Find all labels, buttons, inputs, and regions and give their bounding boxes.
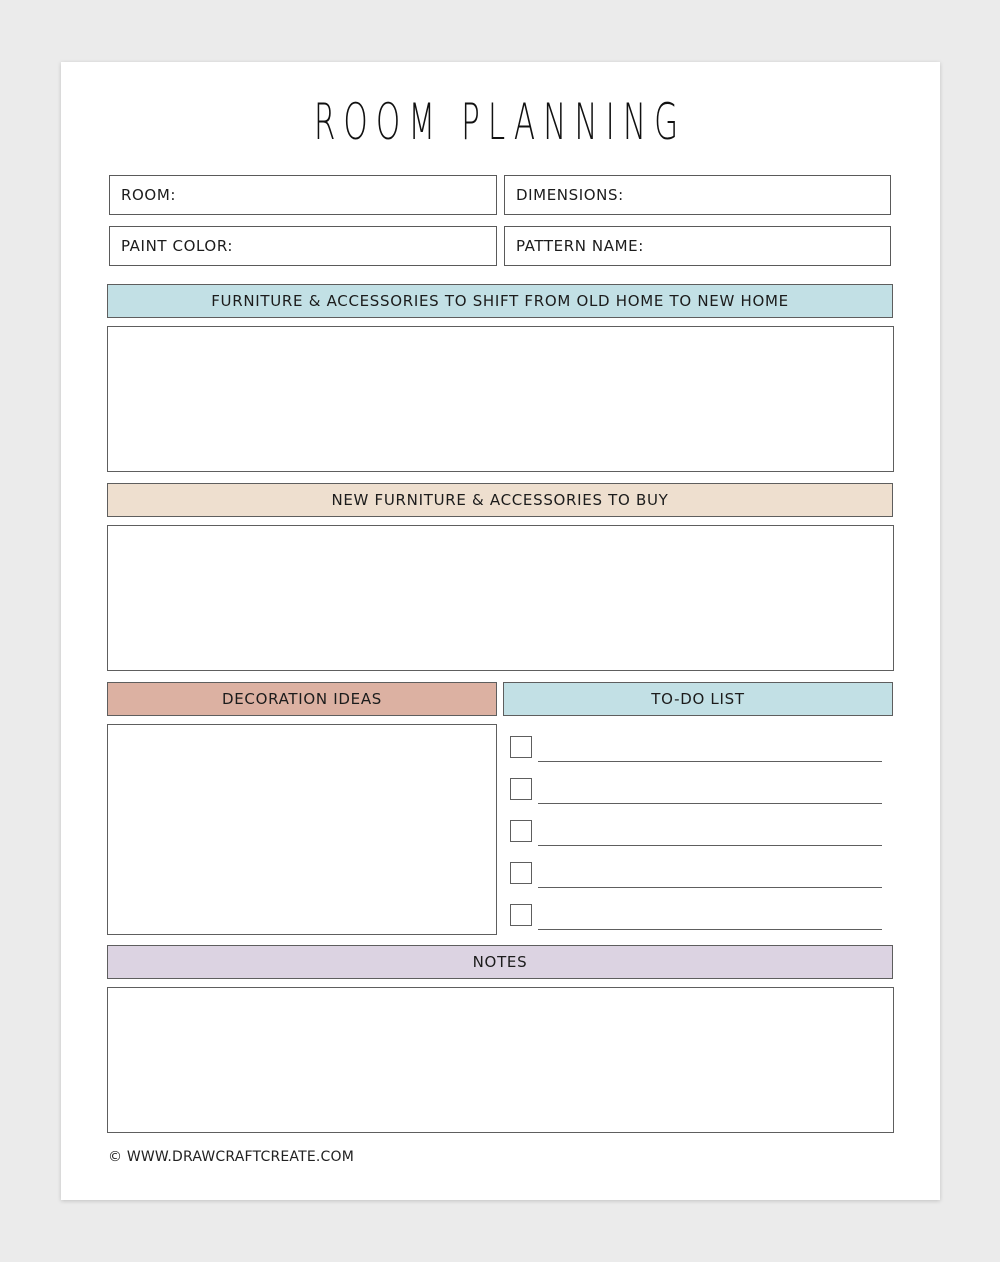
- dimensions-field[interactable]: [504, 175, 891, 215]
- todo-item: [510, 736, 882, 760]
- todo-item: [510, 904, 882, 928]
- todo-checkbox[interactable]: [510, 820, 532, 842]
- buy-section-title: NEW FURNITURE & ACCESSORIES TO BUY: [331, 491, 669, 509]
- todo-item: [510, 778, 882, 802]
- shift-section-header: [107, 284, 893, 318]
- todo-write-line[interactable]: [538, 761, 882, 762]
- paint-color-field[interactable]: [109, 226, 497, 266]
- pattern-name-label: PATTERN NAME:: [516, 237, 644, 255]
- todo-section-title: TO-DO LIST: [651, 690, 745, 708]
- todo-item: [510, 820, 882, 844]
- todo-checkbox[interactable]: [510, 904, 532, 926]
- dimensions-label: DIMENSIONS:: [516, 186, 624, 204]
- todo-section-header: [503, 682, 893, 716]
- decoration-writing-area[interactable]: [107, 724, 497, 935]
- page-title: ROOM PLANNING: [313, 93, 687, 151]
- todo-checkbox[interactable]: [510, 778, 532, 800]
- notes-section-title: NOTES: [472, 953, 528, 971]
- todo-item: [510, 862, 882, 886]
- notes-section-header: [107, 945, 893, 979]
- paint-color-label: PAINT COLOR:: [121, 237, 234, 255]
- pattern-name-field[interactable]: [504, 226, 891, 266]
- todo-write-line[interactable]: [538, 845, 882, 846]
- todo-write-line[interactable]: [538, 803, 882, 804]
- room-label: ROOM:: [121, 186, 177, 204]
- decoration-section-title: DECORATION IDEAS: [221, 690, 383, 708]
- todo-write-line[interactable]: [538, 929, 882, 930]
- todo-checkbox[interactable]: [510, 862, 532, 884]
- notes-writing-area[interactable]: [107, 987, 894, 1133]
- decoration-section-header: [107, 682, 497, 716]
- room-field[interactable]: [109, 175, 497, 215]
- shift-section-title: FURNITURE & ACCESSORIES TO SHIFT FROM OLD HOME TO NEW HOME: [211, 292, 789, 310]
- copyright-footer: © WWW.DRAWCRAFTCREATE.COM: [108, 1149, 355, 1165]
- buy-section-header: [107, 483, 893, 517]
- shift-section-writing-area[interactable]: [107, 326, 894, 472]
- todo-checkbox[interactable]: [510, 736, 532, 758]
- buy-section-writing-area[interactable]: [107, 525, 894, 671]
- todo-write-line[interactable]: [538, 887, 882, 888]
